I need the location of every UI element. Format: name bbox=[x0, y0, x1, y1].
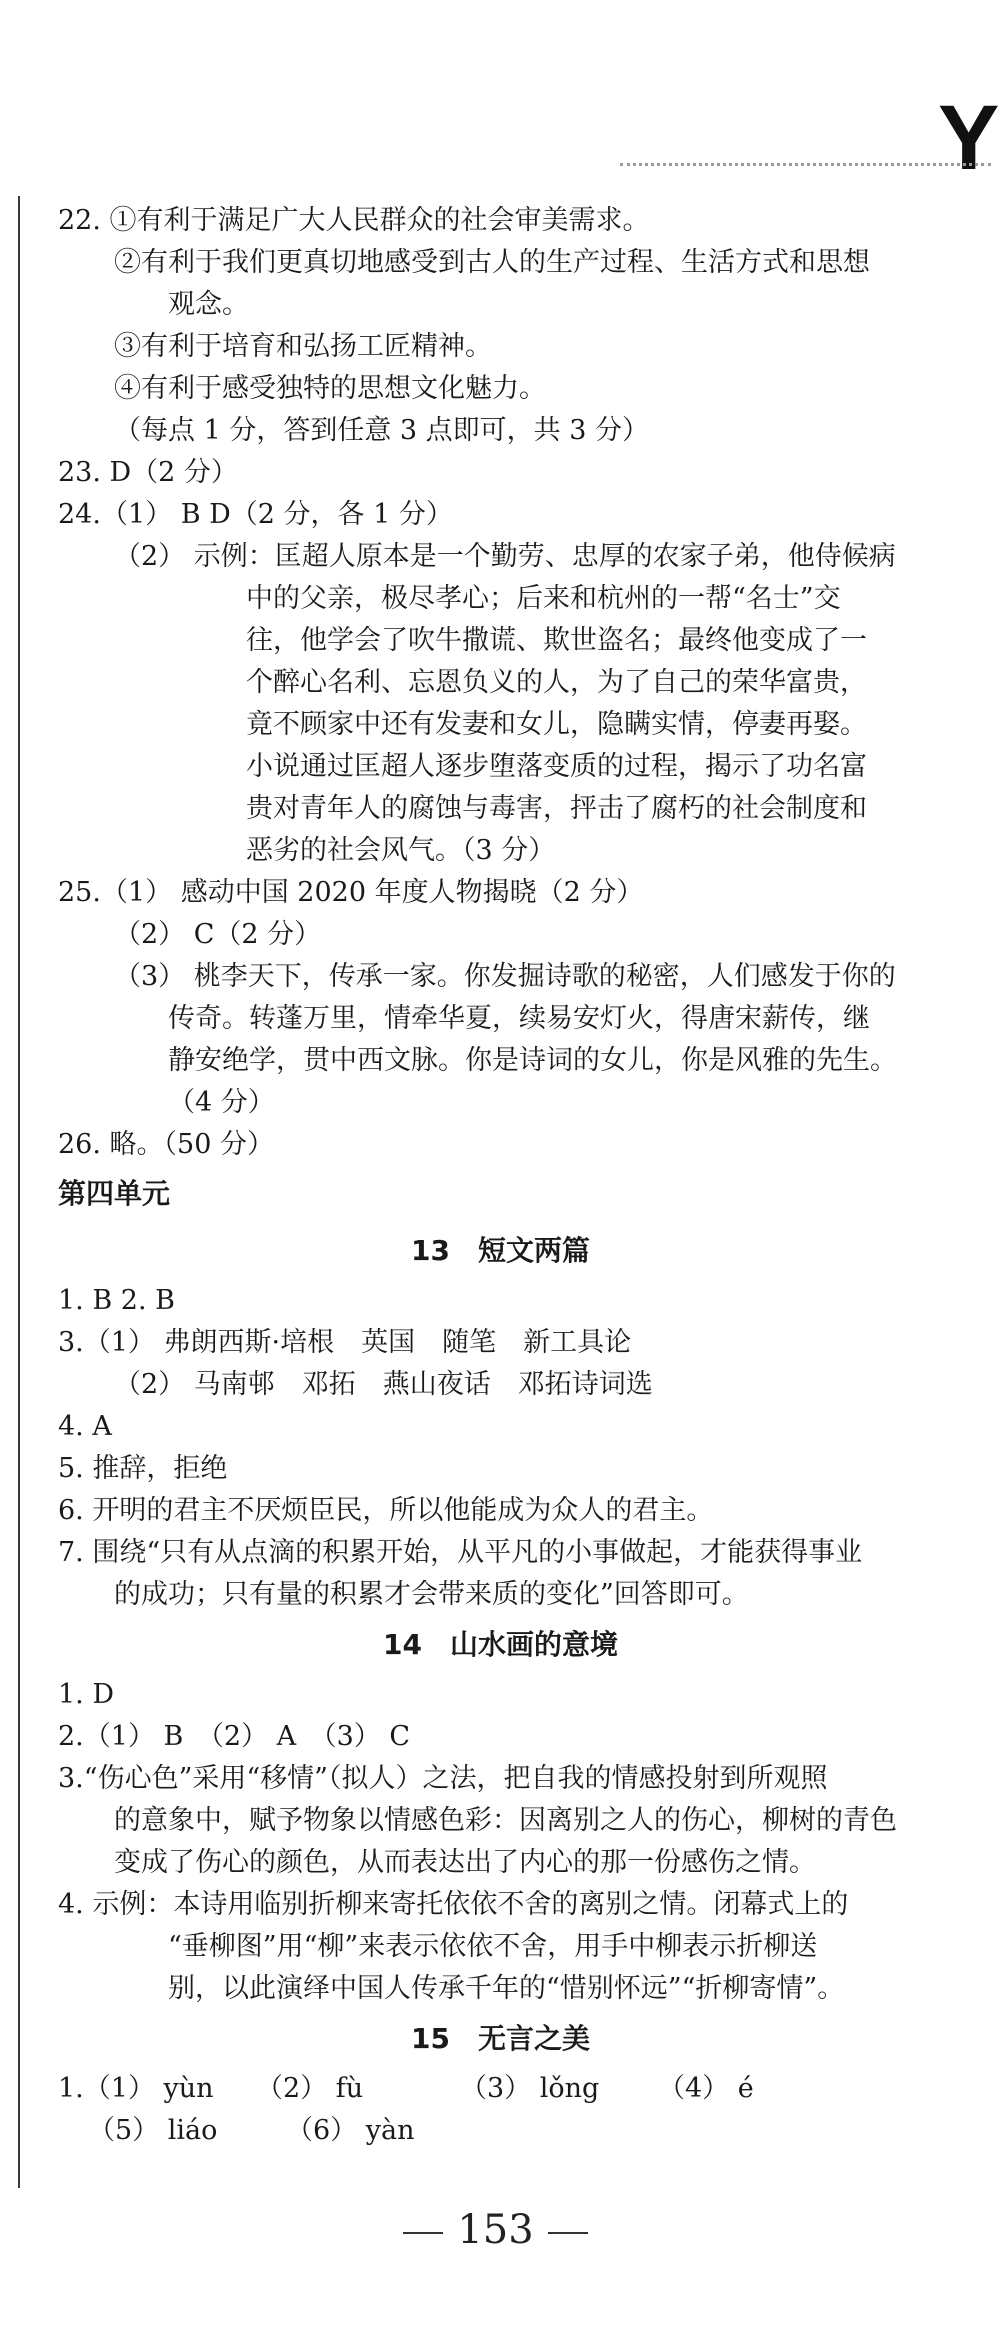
answer-line: （4 分） bbox=[168, 1087, 275, 1118]
answer-line: 恶劣的社会风气。（3 分） bbox=[246, 835, 556, 866]
answer-line: 的成功；只有量的积累才会带来质的变化”回答即可。 bbox=[114, 1579, 749, 1610]
pinyin-answer: （5） liáo bbox=[88, 2115, 218, 2146]
answer-line: 4. 示例：本诗用临别折柳来寄托依依不舍的离别之情。闭幕式上的 bbox=[58, 1889, 849, 1920]
answer-line: 传奇。转蓬万里，情牵华夏，续易安灯火，得唐宋薪传，继 bbox=[168, 1003, 870, 1034]
answer-line: （2） 示例：匡超人原本是一个勤劳、忠厚的农家子弟，他侍候病 bbox=[114, 541, 896, 572]
lesson-14-answers bbox=[58, 1674, 983, 2010]
answers-22-26 bbox=[58, 200, 983, 1166]
answer-line: 小说通过匡超人逐步堕落变质的过程，揭示了功名富 bbox=[246, 751, 867, 782]
answer-line: 中的父亲，极尽孝心；后来和杭州的一帮“名士”交 bbox=[246, 583, 841, 614]
answer-line: 1. B 2. B bbox=[58, 1285, 175, 1316]
answer-line: 变成了伤心的颜色，从而表达出了内心的那一份感伤之情。 bbox=[114, 1847, 816, 1878]
answer-line: 3.“伤心色”采用“移情”（拟人）之法，把自我的情感投射到所观照 bbox=[58, 1763, 828, 1794]
answer-line: ②有利于我们更真切地感受到古人的生产过程、生活方式和思想 bbox=[114, 247, 870, 278]
answer-line: 竟不顾家中还有发妻和女儿，隐瞒实情，停妻再娶。 bbox=[246, 709, 867, 740]
answer-line: 往，他学会了吹牛撒谎、欺世盗名；最终他变成了一 bbox=[246, 625, 867, 656]
lesson-13-title: 13 短文两篇 bbox=[411, 1234, 590, 1267]
answer-line: （每点 1 分，答到任意 3 点即可，共 3 分） bbox=[114, 415, 650, 446]
answer-line: 22. ①有利于满足广大人民群众的社会审美需求。 bbox=[58, 205, 650, 236]
pinyin-row-1 bbox=[58, 2068, 983, 2110]
lesson-13-answers bbox=[58, 1280, 983, 1616]
pinyin-answer: （2） fù bbox=[256, 2073, 364, 2104]
answer-line: 观念。 bbox=[168, 289, 249, 320]
answer-line: 26. 略。（50 分） bbox=[58, 1129, 274, 1160]
pinyin-answer: （3） lǒng bbox=[460, 2073, 600, 2104]
answer-line: 24.（1） B D（2 分，各 1 分） bbox=[58, 499, 453, 530]
answer-line: （2） C（2 分） bbox=[114, 919, 322, 950]
unit-heading: 第四单元 bbox=[58, 1177, 171, 1210]
answer-line: 3.（1） 弗朗西斯·培根 英国 随笔 新工具论 bbox=[58, 1327, 632, 1358]
answer-line: 贵对青年人的腐蚀与毒害，抨击了腐朽的社会制度和 bbox=[246, 793, 867, 824]
answer-line: “垂柳图”用“柳”来表示依依不舍，用手中柳表示折柳送 bbox=[168, 1931, 818, 1962]
answer-line: 2.（1） B （2） A （3） C bbox=[58, 1721, 411, 1752]
pinyin-row-2 bbox=[58, 2110, 983, 2152]
pinyin-answer: （4） é bbox=[658, 2073, 754, 2104]
answer-content bbox=[58, 200, 983, 2152]
lesson-15-title: 15 无言之美 bbox=[411, 2022, 590, 2055]
pinyin-answer: （6） yàn bbox=[286, 2115, 415, 2146]
answer-line: 23. D（2 分） bbox=[58, 457, 238, 488]
answer-line: 4. A bbox=[58, 1411, 112, 1442]
page-number-footer bbox=[0, 2207, 991, 2253]
answer-line: ④有利于感受独特的思想文化魅力。 bbox=[114, 373, 546, 404]
header-dotted-rule bbox=[620, 163, 991, 166]
answer-line: 7. 围绕“只有从点滴的积累开始，从平凡的小事做起，才能获得事业 bbox=[58, 1537, 863, 1568]
answer-line: 6. 开明的君主不厌烦臣民，所以他能成为众人的君主。 bbox=[58, 1495, 714, 1526]
answer-line: 5. 推辞，拒绝 bbox=[58, 1453, 228, 1484]
lesson-14-title: 14 山水画的意境 bbox=[383, 1628, 618, 1661]
left-margin-rule bbox=[18, 196, 20, 2188]
page-number: 153 bbox=[457, 2207, 534, 2253]
answer-line: ③有利于培育和弘扬工匠精神。 bbox=[114, 331, 492, 362]
answer-line: 别，以此演绎中国人传承千年的“惜别怀远”“折柳寄情”。 bbox=[168, 1973, 845, 2004]
answer-line: 的意象中，赋予物象以情感色彩：因离别之人的伤心，柳树的青色 bbox=[114, 1805, 897, 1836]
answer-line: 个醉心名利、忘恩负义的人，为了自己的荣华富贵， bbox=[246, 667, 867, 698]
pinyin-answer: 1.（1） yùn bbox=[58, 2073, 214, 2104]
answer-line: （3） 桃李天下，传承一家。你发掘诗歌的秘密，人们感发于你的 bbox=[114, 961, 896, 992]
answer-line: 25.（1） 感动中国 2020 年度人物揭晓（2 分） bbox=[58, 877, 644, 908]
answer-line: 1. D bbox=[58, 1679, 114, 1710]
answer-line: （2） 马南邨 邓拓 燕山夜话 邓拓诗词选 bbox=[114, 1369, 653, 1400]
answer-line: 静安绝学，贯中西文脉。你是诗词的女儿，你是风雅的先生。 bbox=[168, 1045, 897, 1076]
footer-dash-left bbox=[403, 2232, 443, 2234]
footer-dash-right bbox=[548, 2232, 588, 2234]
corner-header-letter: Y bbox=[938, 87, 999, 189]
